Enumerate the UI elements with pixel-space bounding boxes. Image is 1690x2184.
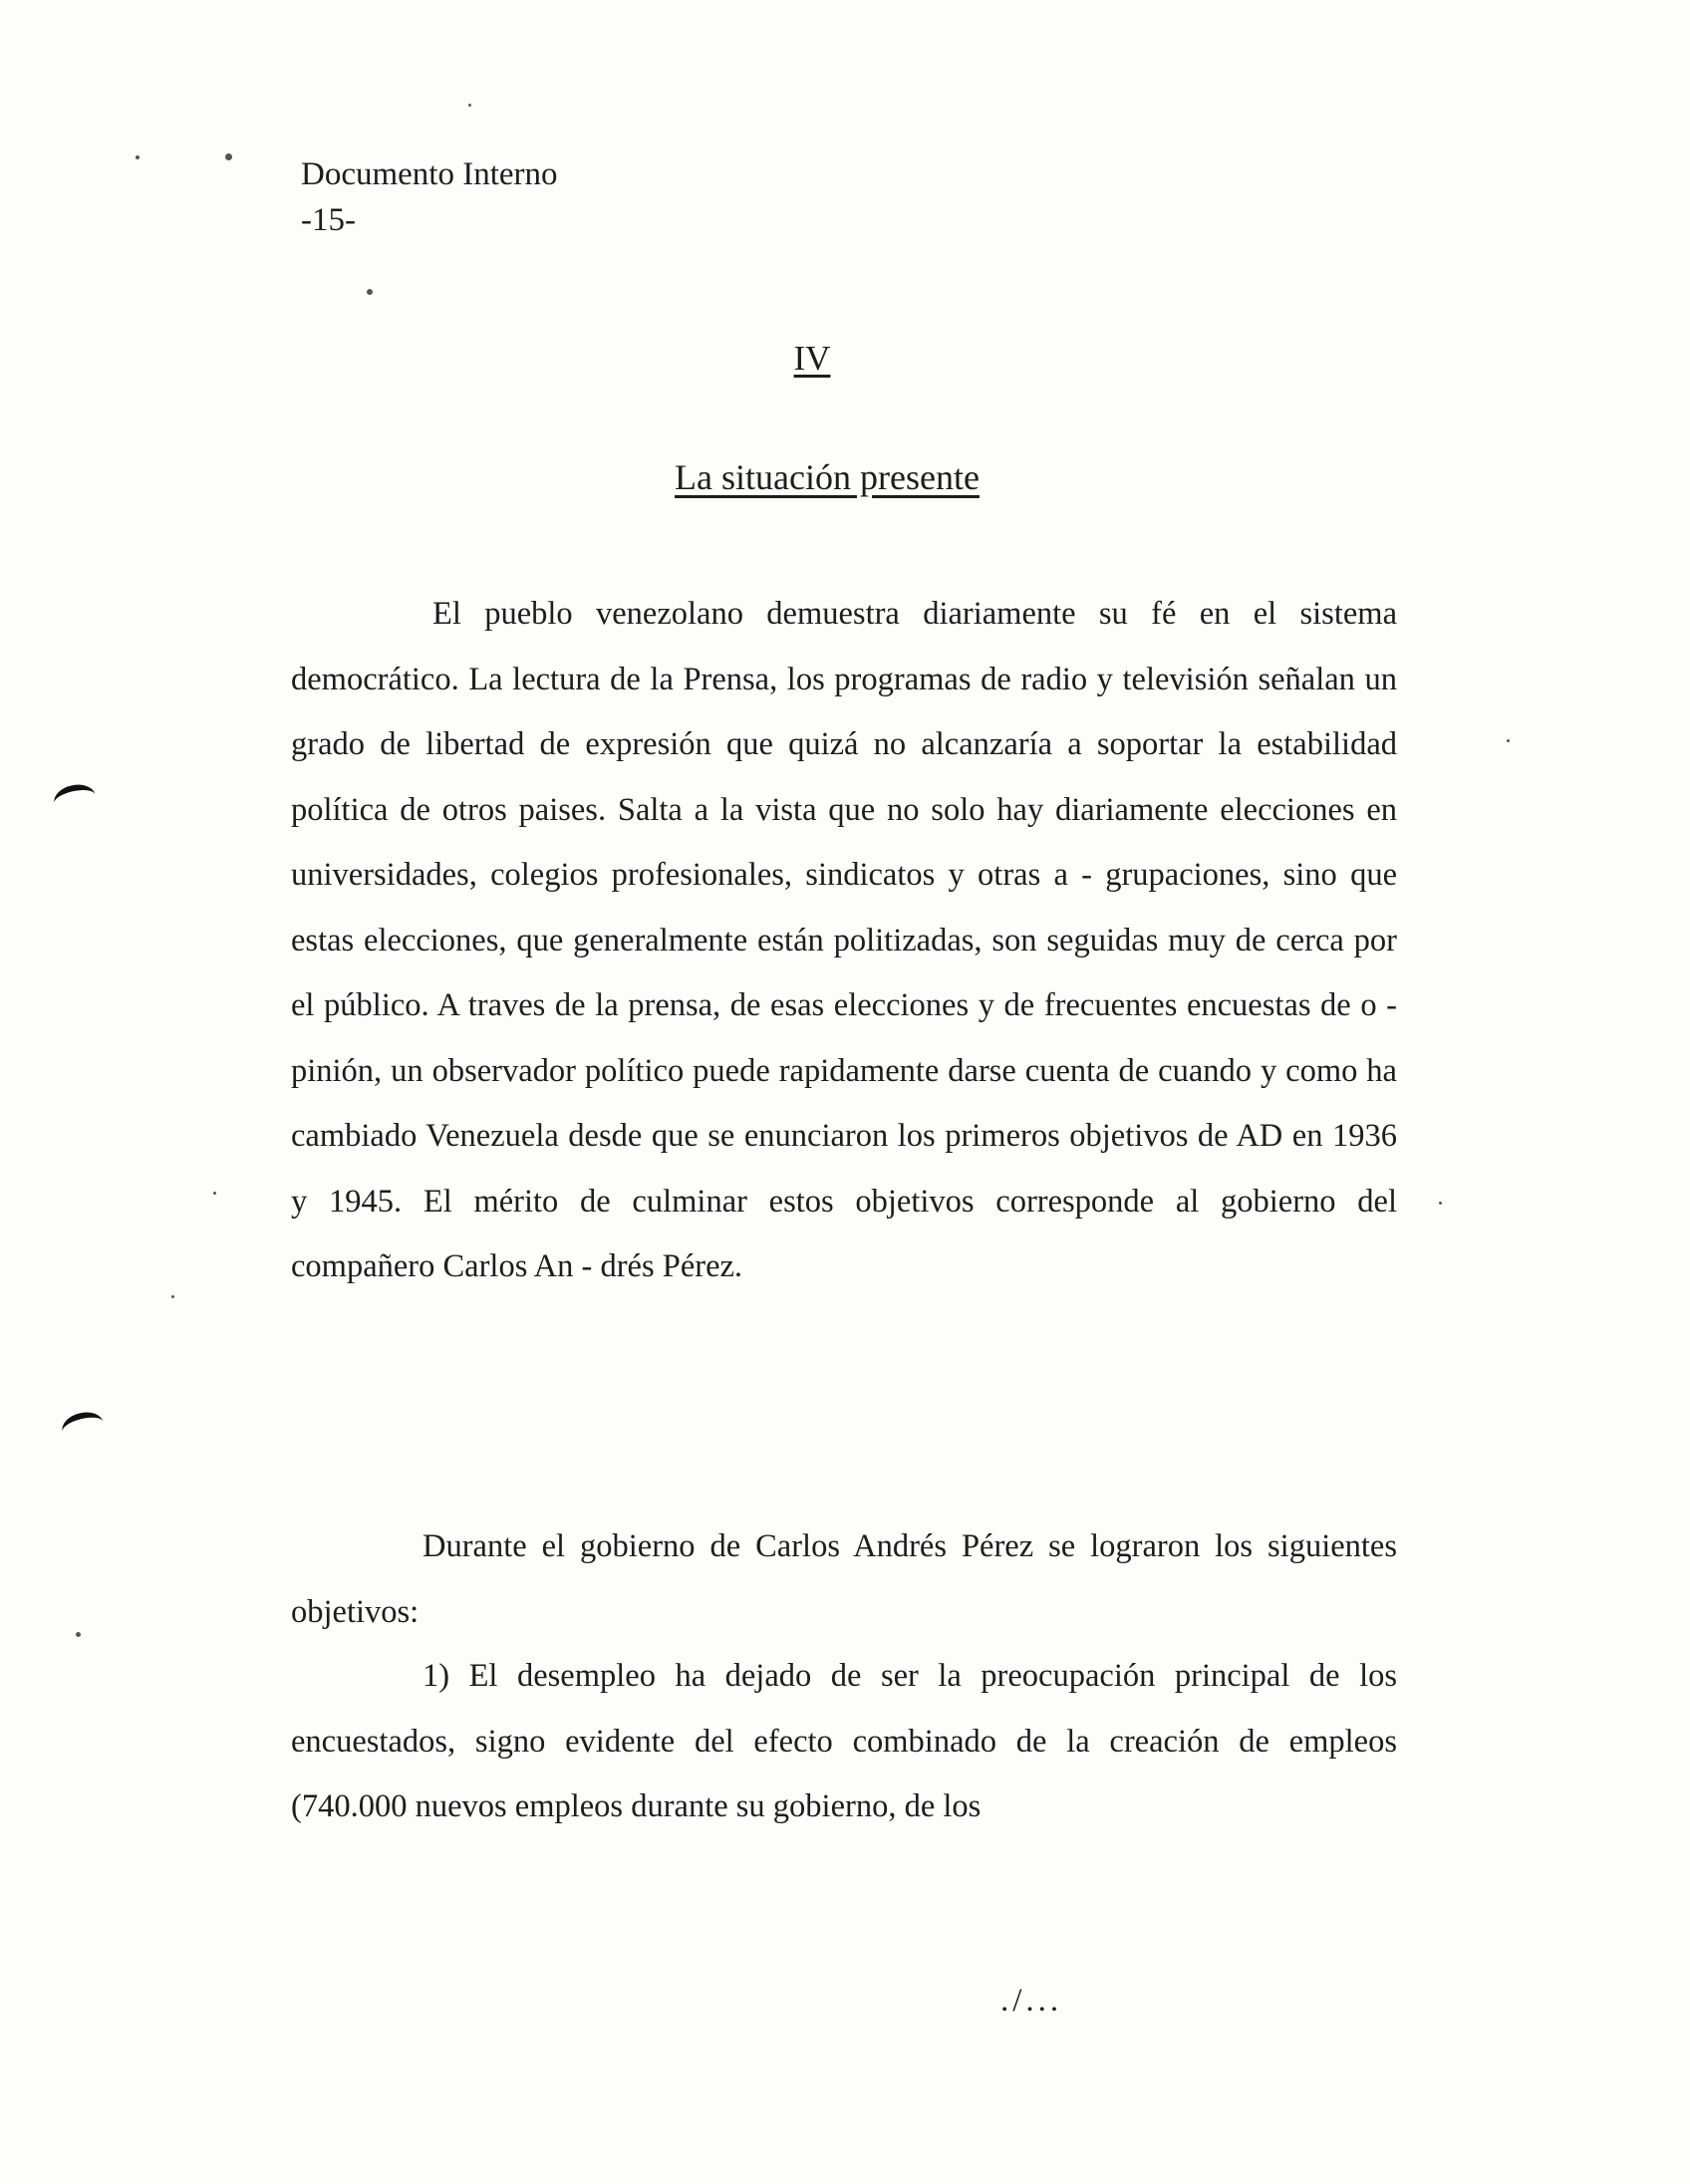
paragraph-democracy (291, 582, 1397, 1300)
scan-speck (367, 289, 373, 295)
paragraph-text: El pueblo venezolano demuestra diariamente su fé en el sistema democrático. La lectura de la Prensa, los programas de radio y televisión señalan un grado de libertad de expresión que quizá no alcanzaría a soportar la estabilidad política de otros paises. Salta a la vista que no solo hay diariamente elecciones en universidades, colegios profesionales, sindicatos y otras a - grupaciones, sino que estas elecciones, que generalmente están politizadas, son seguidas muy de cerca por el público. A traves de la prensa, de esas elecciones y de frecuentes encuestas de o - pinión, un observador político puede rapidamente darse cuenta de cuando y como ha cambiado Venezuela desde que se enunciaron los primeros objetivos de AD en 1936 y 1945. El mérito de culminar estos objetivos corresponde al gobierno del compañero Carlos An - drés Pérez. (291, 596, 1397, 1284)
punch-hole-mark (52, 781, 99, 817)
paragraph-text: 1) El desempleo ha dejado de ser la preocupación principal de los encuestados, signo evidente del efecto combinado de la creación de empleos (740.000 nuevos empleos durante su gobierno, de los (291, 1658, 1397, 1824)
scan-speck (171, 1295, 174, 1298)
scan-speck (468, 104, 471, 107)
continuation-mark: ./... (1000, 1983, 1063, 2019)
chapter-numeral: IV (793, 339, 831, 378)
punch-hole-mark (59, 1408, 107, 1445)
header-label: Documento Interno (301, 156, 558, 192)
section-title: La situación presente (675, 457, 980, 497)
scan-speck (1507, 739, 1510, 742)
scan-speck (1439, 1202, 1442, 1205)
scan-speck (213, 1192, 216, 1195)
page-number: -15- (301, 202, 356, 238)
document-header (301, 151, 558, 243)
paragraph-objectives-intro (291, 1514, 1397, 1645)
paragraph-text: Durante el gobierno de Carlos Andrés Pérez se lograron los siguientes objetivos: (291, 1528, 1397, 1630)
scan-speck (76, 1632, 81, 1637)
scan-speck (225, 153, 232, 160)
scan-speck (136, 155, 140, 159)
list-item-unemployment (291, 1644, 1397, 1840)
